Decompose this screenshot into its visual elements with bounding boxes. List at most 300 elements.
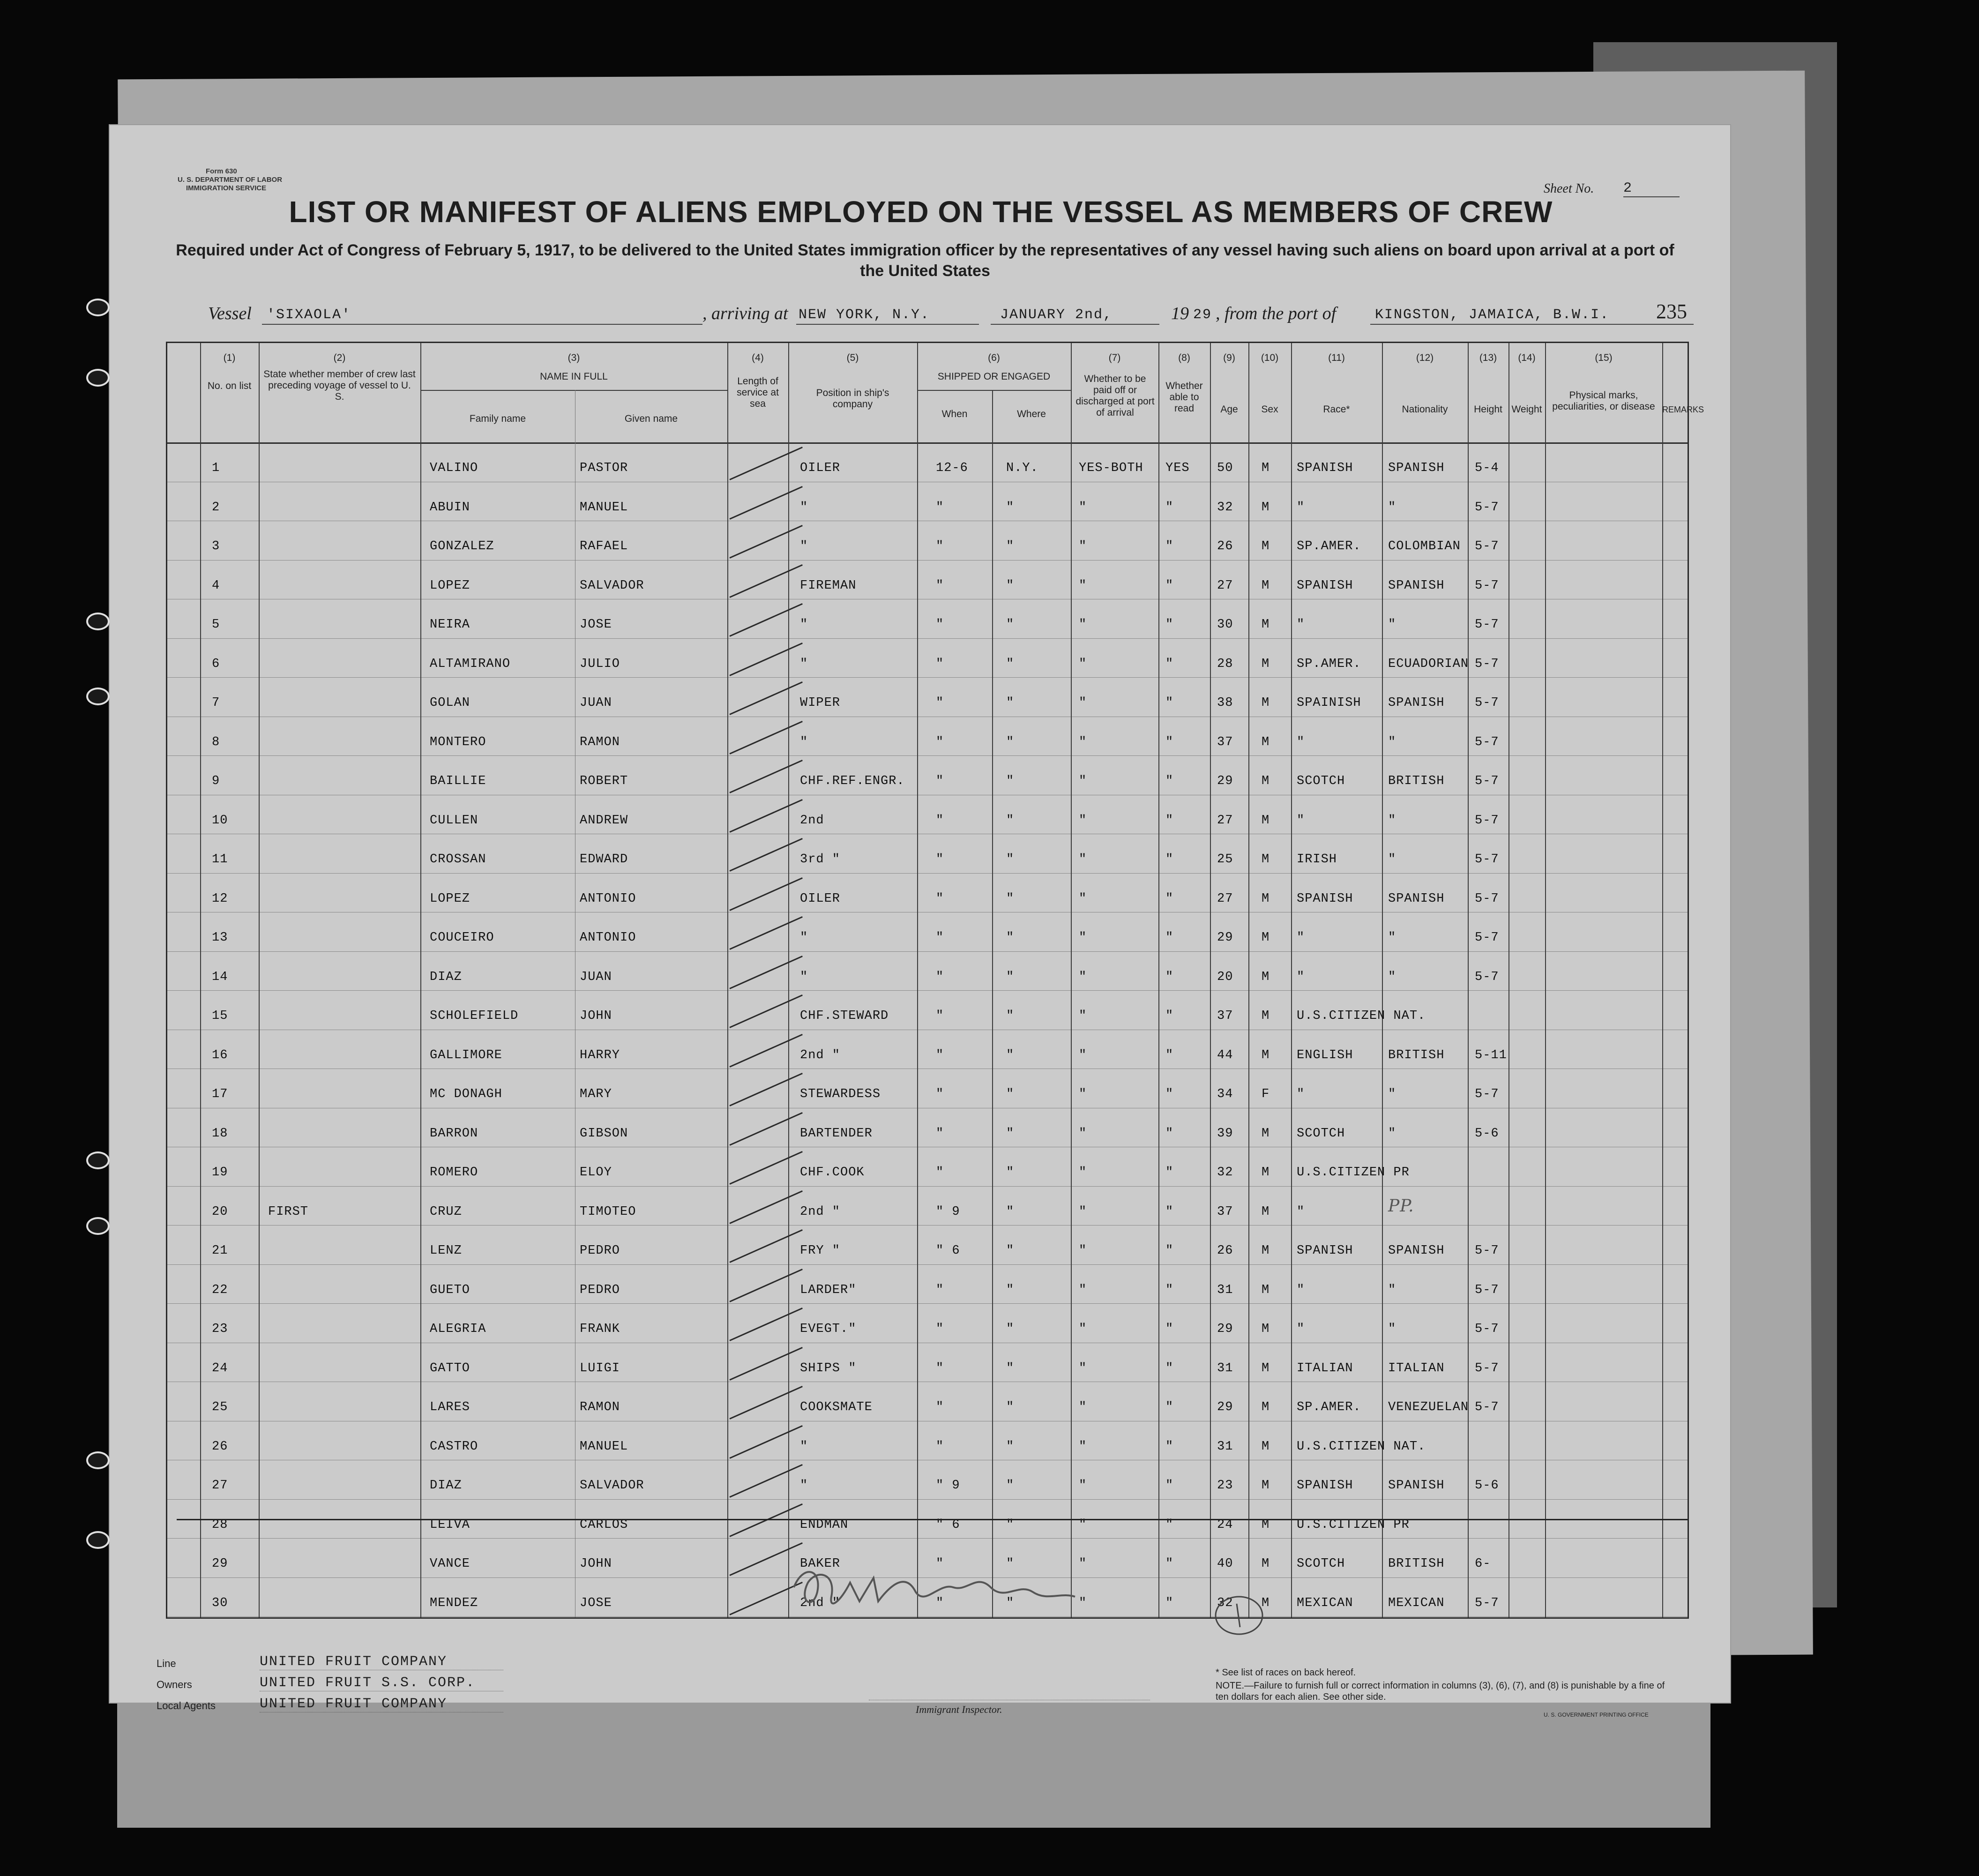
cell-nationality: " bbox=[1388, 1283, 1397, 1297]
cell-family-name: GONZALEZ bbox=[430, 539, 494, 553]
cell-paid-off: " bbox=[1079, 657, 1087, 671]
col1-num: (1) bbox=[223, 352, 236, 363]
cell-given-name: ANTONIO bbox=[580, 891, 636, 906]
cell-able-to-read: " bbox=[1165, 1087, 1174, 1101]
cell-shipped-when: " bbox=[936, 1361, 944, 1375]
cell-height: 5-7 bbox=[1475, 1361, 1499, 1375]
cell-height: 5-7 bbox=[1475, 813, 1499, 828]
cell-height: 5-7 bbox=[1475, 657, 1499, 671]
cell-position: " bbox=[800, 931, 808, 945]
cell-paid-off: " bbox=[1079, 1322, 1087, 1336]
cell-shipped-where: " bbox=[1006, 1204, 1015, 1219]
cell-height: 5-6 bbox=[1475, 1479, 1499, 1493]
document-subtitle: Required under Act of Congress of February 5, 1917, to be delivered to the United States immigration officer by the representatives of any vessel having such aliens on board upon arrival at a port of the United States bbox=[176, 241, 1674, 280]
cell-family-name: MC DONAGH bbox=[430, 1087, 502, 1101]
table-row bbox=[167, 1147, 1688, 1186]
cell-height: 5-7 bbox=[1475, 696, 1499, 710]
cell-shipped-when: " bbox=[936, 696, 944, 710]
col-physical-marks: Physical marks, peculiarities, or disease bbox=[1552, 390, 1655, 412]
cell-paid-off: " bbox=[1079, 1283, 1087, 1297]
cell-given-name: FRANK bbox=[580, 1322, 620, 1336]
cell-shipped-where: " bbox=[1006, 1479, 1015, 1493]
cell-sex: M bbox=[1262, 461, 1270, 475]
cell-able-to-read: " bbox=[1165, 1322, 1174, 1336]
cell-height: 5-11 bbox=[1475, 1048, 1507, 1062]
cell-race: SPANISH bbox=[1297, 1479, 1353, 1493]
cell-given-name: ELOY bbox=[580, 1166, 612, 1180]
cell-paid-off: " bbox=[1079, 891, 1087, 906]
page-stamp-number: 235 bbox=[1656, 300, 1687, 323]
cell-height: 5-7 bbox=[1475, 1244, 1499, 1258]
cell-age: 29 bbox=[1217, 774, 1233, 788]
owners-label: Owners bbox=[157, 1679, 192, 1690]
inspector-label: Immigrant Inspector. bbox=[916, 1704, 1002, 1715]
cell-family-name: CROSSAN bbox=[430, 852, 486, 867]
cell-age: 29 bbox=[1217, 1400, 1233, 1414]
cell-race: SCOTCH bbox=[1297, 774, 1345, 788]
cell-sex: M bbox=[1262, 970, 1270, 984]
cell-row-number: 24 bbox=[212, 1361, 228, 1375]
cell-family-name: BAILLIE bbox=[430, 774, 486, 788]
binder-hole bbox=[86, 613, 110, 630]
cell-given-name: JUAN bbox=[580, 696, 612, 710]
cell-given-name: PEDRO bbox=[580, 1244, 620, 1258]
cell-family-name: CRUZ bbox=[430, 1204, 462, 1219]
cell-shipped-where: N.Y. bbox=[1006, 461, 1038, 475]
cell-paid-off: " bbox=[1079, 852, 1087, 867]
cell-age: 26 bbox=[1217, 539, 1233, 553]
cell-paid-off: " bbox=[1079, 1166, 1087, 1180]
cell-able-to-read: " bbox=[1165, 578, 1174, 593]
cell-nationality: PP. bbox=[1388, 1196, 1414, 1216]
cell-sex: M bbox=[1262, 1596, 1270, 1610]
cell-height: 5-7 bbox=[1475, 931, 1499, 945]
line-label: Line bbox=[157, 1658, 176, 1669]
col5-num: (5) bbox=[846, 352, 859, 363]
cell-able-to-read: " bbox=[1165, 500, 1174, 515]
cell-shipped-when: " bbox=[936, 735, 944, 749]
cell-sex: M bbox=[1262, 539, 1270, 553]
cell-given-name: PASTOR bbox=[580, 461, 628, 475]
cell-position: STEWARDESS bbox=[800, 1087, 881, 1101]
cell-family-name: COUCEIRO bbox=[430, 931, 494, 945]
service-label: IMMIGRATION SERVICE bbox=[186, 184, 267, 192]
cell-family-name: ALEGRIA bbox=[430, 1322, 486, 1336]
cell-row-number: 23 bbox=[212, 1322, 228, 1336]
cell-paid-off: " bbox=[1079, 1479, 1087, 1493]
cell-race: U.S.CITIZEN PR bbox=[1297, 1517, 1410, 1532]
cell-height: 5-7 bbox=[1475, 618, 1499, 632]
cell-family-name: BARRON bbox=[430, 1126, 478, 1141]
cell-shipped-when: " bbox=[936, 852, 944, 867]
cell-sex: F bbox=[1262, 1087, 1270, 1101]
col7-num: (7) bbox=[1108, 352, 1121, 363]
cell-given-name: ROBERT bbox=[580, 774, 628, 788]
cell-shipped-where: " bbox=[1006, 500, 1015, 515]
cell-shipped-when: " bbox=[936, 1283, 944, 1297]
cell-nationality: ITALIAN bbox=[1388, 1361, 1445, 1375]
cell-shipped-when: " bbox=[936, 774, 944, 788]
cell-family-name: CULLEN bbox=[430, 813, 478, 828]
cell-family-name: GATTO bbox=[430, 1361, 470, 1375]
cell-family-name: CASTRO bbox=[430, 1439, 478, 1454]
departure-port: KINGSTON, JAMAICA, B.W.I. bbox=[1375, 307, 1610, 323]
cell-given-name: JUAN bbox=[580, 970, 612, 984]
cell-shipped-where: " bbox=[1006, 1596, 1015, 1610]
col13-num: (13) bbox=[1479, 352, 1497, 363]
cell-able-to-read: " bbox=[1165, 931, 1174, 945]
cell-sex: M bbox=[1262, 852, 1270, 867]
penalty-note: NOTE.—Failure to furnish full or correct information in columns (3), (6), (7), and (8) is punishable by a fine of ten dollars for each alien. See other side. bbox=[1216, 1681, 1665, 1702]
cell-nationality: SPANISH bbox=[1388, 1244, 1445, 1258]
cell-given-name: JOHN bbox=[580, 1557, 612, 1571]
cell-able-to-read: " bbox=[1165, 891, 1174, 906]
col6-num: (6) bbox=[988, 352, 1000, 363]
cell-given-name: HARRY bbox=[580, 1048, 620, 1062]
cell-position: EVEGT." bbox=[800, 1322, 857, 1336]
cell-sex: M bbox=[1262, 891, 1270, 906]
cell-height: 5-7 bbox=[1475, 970, 1499, 984]
cell-given-name: MANUEL bbox=[580, 500, 628, 515]
cell-height: 5-7 bbox=[1475, 735, 1499, 749]
cell-nationality: ECUADORIAN bbox=[1388, 657, 1469, 671]
cell-race: ITALIAN bbox=[1297, 1361, 1353, 1375]
cell-race: SP.AMER. bbox=[1297, 539, 1361, 553]
cell-able-to-read: " bbox=[1165, 970, 1174, 984]
cell-family-name: DIAZ bbox=[430, 1479, 462, 1493]
cell-shipped-when: " 6 bbox=[936, 1517, 960, 1532]
cell-sex: M bbox=[1262, 931, 1270, 945]
cell-able-to-read: " bbox=[1165, 1596, 1174, 1610]
cell-position: BARTENDER bbox=[800, 1126, 873, 1141]
cell-sex: M bbox=[1262, 618, 1270, 632]
crew-table bbox=[166, 342, 1704, 1619]
cell-row-number: 10 bbox=[212, 813, 228, 828]
cell-paid-off: " bbox=[1079, 1596, 1087, 1610]
cell-row-number: 18 bbox=[212, 1126, 228, 1141]
cell-family-name: VALINO bbox=[430, 461, 478, 475]
cell-given-name: SALVADOR bbox=[580, 1479, 644, 1493]
cell-shipped-where: " bbox=[1006, 1400, 1015, 1414]
cell-sex: M bbox=[1262, 1400, 1270, 1414]
col-when: When bbox=[941, 409, 968, 419]
cell-age: 44 bbox=[1217, 1048, 1233, 1062]
cell-row-number: 4 bbox=[212, 578, 220, 593]
cell-shipped-when: " bbox=[936, 618, 944, 632]
cell-age: 28 bbox=[1217, 657, 1233, 671]
cell-given-name: TIMOTEO bbox=[580, 1204, 636, 1219]
cell-row-number: 7 bbox=[212, 696, 220, 710]
cell-family-name: LENZ bbox=[430, 1244, 462, 1258]
cell-sex: M bbox=[1262, 578, 1270, 593]
cell-able-to-read: " bbox=[1165, 1283, 1174, 1297]
cell-age: 27 bbox=[1217, 891, 1233, 906]
cell-row-number: 16 bbox=[212, 1048, 228, 1062]
cell-given-name: CARLOS bbox=[580, 1517, 628, 1532]
cell-position: " bbox=[800, 618, 808, 632]
form-header-block bbox=[178, 167, 282, 193]
cell-height: 5-7 bbox=[1475, 1283, 1499, 1297]
cell-shipped-where: " bbox=[1006, 1244, 1015, 1258]
cell-row-number: 11 bbox=[212, 852, 228, 867]
binder-hole bbox=[86, 1531, 110, 1549]
cell-height: 5-7 bbox=[1475, 578, 1499, 593]
cell-race: SPANISH bbox=[1297, 461, 1353, 475]
cell-able-to-read: " bbox=[1165, 813, 1174, 828]
col-length-of-service: Length of service at sea bbox=[737, 376, 779, 409]
cell-sex: M bbox=[1262, 1439, 1270, 1454]
cell-position: FIREMAN bbox=[800, 578, 857, 593]
cell-shipped-where: " bbox=[1006, 891, 1015, 906]
cell-race: " bbox=[1297, 1087, 1305, 1101]
cell-sex: M bbox=[1262, 735, 1270, 749]
cell-row-number: 1 bbox=[212, 461, 220, 475]
cell-family-name: LEIVA bbox=[430, 1517, 470, 1532]
col-given-name: Given name bbox=[624, 413, 678, 424]
col2-num: (2) bbox=[333, 352, 346, 363]
binder-hole bbox=[86, 1151, 110, 1169]
cell-able-to-read: " bbox=[1165, 1400, 1174, 1414]
cell-able-to-read: " bbox=[1165, 774, 1174, 788]
table-row bbox=[167, 599, 1688, 638]
cell-row-number: 21 bbox=[212, 1244, 228, 1258]
cell-height: 5-4 bbox=[1475, 461, 1499, 475]
cell-paid-off: " bbox=[1079, 500, 1087, 515]
col-age: Age bbox=[1220, 404, 1238, 415]
cell-nationality: " bbox=[1388, 970, 1397, 984]
cell-nationality: " bbox=[1388, 1087, 1397, 1101]
binder-hole bbox=[86, 688, 110, 705]
cell-age: 31 bbox=[1217, 1283, 1233, 1297]
binder-hole bbox=[86, 1451, 110, 1469]
cell-age: 23 bbox=[1217, 1479, 1233, 1493]
cell-paid-off: " bbox=[1079, 539, 1087, 553]
cell-nationality: BRITISH bbox=[1388, 774, 1445, 788]
cell-race: " bbox=[1297, 618, 1305, 632]
cell-paid-off: " bbox=[1079, 1009, 1087, 1023]
table-row bbox=[167, 1069, 1688, 1108]
cell-shipped-where: " bbox=[1006, 1439, 1015, 1454]
cell-paid-off: " bbox=[1079, 1361, 1087, 1375]
cell-nationality: " bbox=[1388, 931, 1397, 945]
col11-num: (11) bbox=[1328, 352, 1345, 363]
cell-able-to-read: " bbox=[1165, 618, 1174, 632]
cell-shipped-when: " bbox=[936, 500, 944, 515]
cell-shipped-where: " bbox=[1006, 931, 1015, 945]
cell-nationality: " bbox=[1388, 852, 1397, 867]
binder-hole bbox=[86, 369, 110, 387]
cell-given-name: JOSE bbox=[580, 1596, 612, 1610]
cell-position: SHIPS " bbox=[800, 1361, 857, 1375]
sheet-number: 2 bbox=[1623, 180, 1680, 197]
cell-nationality: SPANISH bbox=[1388, 578, 1445, 593]
agents-label: Local Agents bbox=[157, 1700, 216, 1712]
cell-given-name: ANTONIO bbox=[580, 931, 636, 945]
cell-shipped-when: " bbox=[936, 578, 944, 593]
table-row bbox=[167, 1186, 1688, 1226]
cell-race: " bbox=[1297, 1283, 1305, 1297]
cell-given-name: PEDRO bbox=[580, 1283, 620, 1297]
cell-able-to-read: " bbox=[1165, 1517, 1174, 1532]
cell-position: OILER bbox=[800, 461, 841, 475]
cell-shipped-where: " bbox=[1006, 1166, 1015, 1180]
cell-row-number: 27 bbox=[212, 1479, 228, 1493]
cell-able-to-read: " bbox=[1165, 1009, 1174, 1023]
cell-row-number: 25 bbox=[212, 1400, 228, 1414]
col-position: Position in ship's company bbox=[816, 388, 889, 410]
cell-height: 5-7 bbox=[1475, 774, 1499, 788]
cell-sex: M bbox=[1262, 1166, 1270, 1180]
cell-family-name: ALTAMIRANO bbox=[430, 657, 511, 671]
table-row bbox=[167, 1421, 1688, 1460]
cell-position: COOKSMATE bbox=[800, 1400, 873, 1414]
cell-shipped-where: " bbox=[1006, 735, 1015, 749]
cell-age: 37 bbox=[1217, 1009, 1233, 1023]
table-row bbox=[167, 1343, 1688, 1382]
cell-shipped-when: " bbox=[936, 1596, 944, 1610]
cell-race: SPANISH bbox=[1297, 1244, 1353, 1258]
cell-race: " bbox=[1297, 970, 1305, 984]
cell-nationality: BRITISH bbox=[1388, 1048, 1445, 1062]
cell-paid-off: " bbox=[1079, 774, 1087, 788]
table-row bbox=[167, 1303, 1688, 1343]
line-value: UNITED FRUIT COMPANY bbox=[260, 1654, 503, 1670]
table-row bbox=[167, 677, 1688, 717]
races-note: * See list of races on back hereof. bbox=[1216, 1667, 1356, 1678]
cell-shipped-where: " bbox=[1006, 1009, 1015, 1023]
cell-sex: M bbox=[1262, 696, 1270, 710]
cell-position: ENDMAN bbox=[800, 1517, 849, 1532]
cell-shipped-when: " bbox=[936, 1087, 944, 1101]
cell-paid-off: YES-BOTH bbox=[1079, 461, 1143, 475]
col8-num: (8) bbox=[1178, 352, 1190, 363]
cell-race: " bbox=[1297, 931, 1305, 945]
cell-shipped-where: " bbox=[1006, 852, 1015, 867]
cell-shipped-when: " bbox=[936, 1126, 944, 1141]
strike-through-line bbox=[177, 1519, 1688, 1520]
cell-family-name: LARES bbox=[430, 1400, 470, 1414]
cell-given-name: LUIGI bbox=[580, 1361, 620, 1375]
cell-paid-off: " bbox=[1079, 1087, 1087, 1101]
cell-race: U.S.CITIZEN PR bbox=[1297, 1166, 1410, 1180]
cell-able-to-read: " bbox=[1165, 735, 1174, 749]
col-no-on-list: No. on list bbox=[207, 381, 252, 391]
cell-race: " bbox=[1297, 1322, 1305, 1336]
col14-num: (14) bbox=[1518, 352, 1536, 363]
cell-shipped-where: " bbox=[1006, 657, 1015, 671]
cell-height: 5-7 bbox=[1475, 1596, 1499, 1610]
cell-shipped-where: " bbox=[1006, 774, 1015, 788]
cell-age: 32 bbox=[1217, 1596, 1233, 1610]
cell-nationality: MEXICAN bbox=[1388, 1596, 1445, 1610]
cell-age: 31 bbox=[1217, 1439, 1233, 1454]
cell-height: 5-7 bbox=[1475, 1087, 1499, 1101]
cell-position: CHF.REF.ENGR. bbox=[800, 774, 905, 788]
col-shipped-engaged: SHIPPED OR ENGAGED bbox=[937, 371, 1051, 382]
table-row bbox=[167, 795, 1688, 834]
cell-position: 2nd " bbox=[800, 1048, 841, 1062]
cell-shipped-when: " bbox=[936, 657, 944, 671]
col15-num: (15) bbox=[1595, 352, 1613, 363]
cell-family-name: GUETO bbox=[430, 1283, 470, 1297]
cell-row-number: 2 bbox=[212, 500, 220, 515]
cell-able-to-read: " bbox=[1165, 1439, 1174, 1454]
cell-shipped-where: " bbox=[1006, 1322, 1015, 1336]
table-row bbox=[167, 1108, 1688, 1147]
cell-race: SP.AMER. bbox=[1297, 657, 1361, 671]
table-row bbox=[167, 873, 1688, 912]
cell-age: 27 bbox=[1217, 813, 1233, 828]
cell-position: 2nd " bbox=[800, 1596, 841, 1610]
form-number: Form 630 bbox=[206, 167, 237, 175]
cell-family-name: VANCE bbox=[430, 1557, 470, 1571]
cell-family-name: LOPEZ bbox=[430, 891, 470, 906]
cell-family-name: NEIRA bbox=[430, 618, 470, 632]
cell-shipped-when: " bbox=[936, 1439, 944, 1454]
sheet-label: Sheet No. bbox=[1544, 181, 1594, 196]
cell-given-name: GIBSON bbox=[580, 1126, 628, 1141]
cell-sex: M bbox=[1262, 774, 1270, 788]
cell-shipped-where: " bbox=[1006, 578, 1015, 593]
arriving-label: , arriving at bbox=[702, 304, 788, 323]
cell-given-name: MARY bbox=[580, 1087, 612, 1101]
cell-family-name: SCHOLEFIELD bbox=[430, 1009, 519, 1023]
cell-given-name: MANUEL bbox=[580, 1439, 628, 1454]
col-remarks: REMARKS bbox=[1662, 405, 1704, 414]
manifest-page bbox=[109, 124, 1731, 1718]
cell-position: CHF.COOK bbox=[800, 1166, 865, 1180]
cell-shipped-when: " bbox=[936, 1557, 944, 1571]
cell-height: 5-7 bbox=[1475, 852, 1499, 867]
cell-shipped-where: " bbox=[1006, 1517, 1015, 1532]
cell-family-name: ABUIN bbox=[430, 500, 470, 515]
cell-race: SCOTCH bbox=[1297, 1126, 1345, 1141]
cell-family-name: LOPEZ bbox=[430, 578, 470, 593]
cell-able-to-read: " bbox=[1165, 1244, 1174, 1258]
cell-race: SPANISH bbox=[1297, 891, 1353, 906]
cell-age: 37 bbox=[1217, 1204, 1233, 1219]
cell-age: 30 bbox=[1217, 618, 1233, 632]
col10-num: (10) bbox=[1261, 352, 1279, 363]
cell-age: 24 bbox=[1217, 1517, 1233, 1532]
cell-position: BAKER bbox=[800, 1557, 841, 1571]
cell-race: U.S.CITIZEN NAT. bbox=[1297, 1009, 1426, 1023]
table-row bbox=[167, 755, 1688, 795]
cell-age: 20 bbox=[1217, 970, 1233, 984]
cell-shipped-when: " 9 bbox=[936, 1479, 960, 1493]
cell-nationality: SPANISH bbox=[1388, 461, 1445, 475]
cell-position: LARDER" bbox=[800, 1283, 857, 1297]
cell-nationality: BRITISH bbox=[1388, 1557, 1445, 1571]
agents-value: UNITED FRUIT COMPANY bbox=[260, 1696, 503, 1712]
cell-position: " bbox=[800, 657, 808, 671]
cell-shipped-where: " bbox=[1006, 1557, 1015, 1571]
table-row bbox=[167, 912, 1688, 951]
cell-able-to-read: " bbox=[1165, 1204, 1174, 1219]
cell-shipped-where: " bbox=[1006, 539, 1015, 553]
cell-race: ENGLISH bbox=[1297, 1048, 1353, 1062]
cell-nationality: " bbox=[1388, 813, 1397, 828]
cell-race: SPAINISH bbox=[1297, 696, 1361, 710]
cell-position: " bbox=[800, 500, 808, 515]
vessel-label: Vessel bbox=[208, 304, 252, 323]
cell-position: 2nd " bbox=[800, 1204, 841, 1219]
cell-paid-off: " bbox=[1079, 931, 1087, 945]
cell-shipped-when: " bbox=[936, 931, 944, 945]
cell-sex: M bbox=[1262, 1204, 1270, 1219]
col-previous-voyage: State whether member of crew last preceding voyage of vessel to U. S. bbox=[263, 369, 416, 402]
cell-paid-off: " bbox=[1079, 578, 1087, 593]
